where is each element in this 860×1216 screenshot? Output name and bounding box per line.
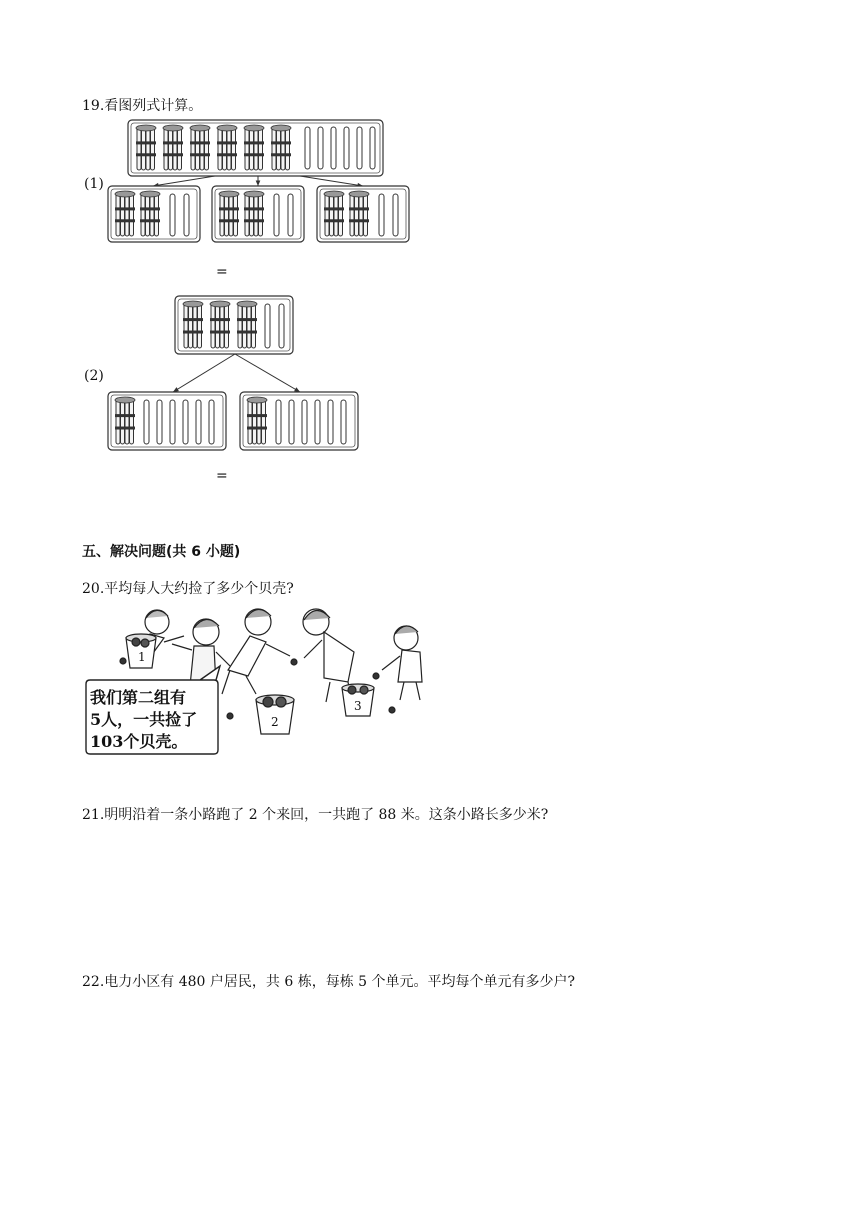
stick-bundle	[210, 301, 230, 348]
single-stick	[183, 400, 188, 444]
single-stick	[276, 400, 281, 444]
question-20-text: 20.平均每人大约捡了多少个贝壳?	[82, 581, 294, 597]
question-19-title: 19.看图列式计算。	[82, 98, 203, 114]
single-stick	[370, 127, 375, 169]
bubble-line-3: 103个贝壳。	[90, 732, 188, 751]
stick-bundle	[183, 301, 203, 348]
single-stick	[328, 400, 333, 444]
part-1-label: (1)	[84, 176, 104, 192]
bundle-figure-1	[105, 118, 415, 248]
question-22-text: 22.电力小区有 480 户居民，共 6 栋，每栋 5 个单元。平均每个单元有多少户?	[82, 974, 576, 990]
single-stick	[288, 194, 293, 236]
bubble-line-1: 我们第二组有	[90, 688, 187, 707]
single-stick	[341, 400, 346, 444]
single-stick	[196, 400, 201, 444]
single-stick	[209, 400, 214, 444]
stick-bundle	[271, 125, 291, 170]
single-stick	[279, 304, 284, 348]
stick-bundle	[244, 191, 264, 236]
single-stick	[265, 304, 270, 348]
bundle-figure-2	[105, 294, 365, 454]
child-figure-5	[382, 626, 422, 700]
single-stick	[144, 400, 149, 444]
split-arrow	[153, 176, 215, 186]
single-stick	[302, 400, 307, 444]
question-21-text: 21.明明沿着一条小路跑了 2 个来回，一共跑了 88 米。这条小路长多少米?	[82, 807, 549, 823]
stick-bundle	[115, 397, 135, 444]
bucket-label-2: 2	[271, 715, 279, 729]
single-stick	[305, 127, 310, 169]
part-1-equals: =	[216, 264, 228, 280]
single-stick	[379, 194, 384, 236]
single-stick	[344, 127, 349, 169]
split-arrow	[235, 354, 300, 392]
stick-bundle	[324, 191, 344, 236]
single-stick	[157, 400, 162, 444]
single-stick	[184, 194, 189, 236]
bubble-line-2: 5人，一共捡了	[90, 710, 198, 729]
stick-bundle	[217, 125, 237, 170]
split-arrow	[300, 176, 363, 186]
section-heading: 五、解决问题(共 6 小题)	[82, 544, 241, 560]
single-stick	[289, 400, 294, 444]
bucket-3	[342, 673, 395, 716]
stick-bundle	[247, 397, 267, 444]
bucket-label-3: 3	[354, 699, 362, 713]
single-stick	[315, 400, 320, 444]
child-figure-3	[222, 609, 290, 694]
single-stick	[274, 194, 279, 236]
stick-bundle	[115, 191, 135, 236]
single-stick	[357, 127, 362, 169]
stick-bundle	[136, 125, 156, 170]
stick-bundle	[244, 125, 264, 170]
bucket-label-1: 1	[138, 650, 146, 664]
stick-bundle	[349, 191, 369, 236]
stick-bundle	[190, 125, 210, 170]
part-2-label: (2)	[84, 368, 104, 384]
single-stick	[318, 127, 323, 169]
single-stick	[393, 194, 398, 236]
single-stick	[170, 400, 175, 444]
single-stick	[331, 127, 336, 169]
stick-bundle	[140, 191, 160, 236]
split-arrow	[173, 354, 235, 392]
stick-bundle	[219, 191, 239, 236]
stick-bundle	[237, 301, 257, 348]
stick-bundle	[163, 125, 183, 170]
part-2-equals: =	[216, 468, 228, 484]
shell-picking-illustration	[80, 598, 450, 760]
single-stick	[170, 194, 175, 236]
